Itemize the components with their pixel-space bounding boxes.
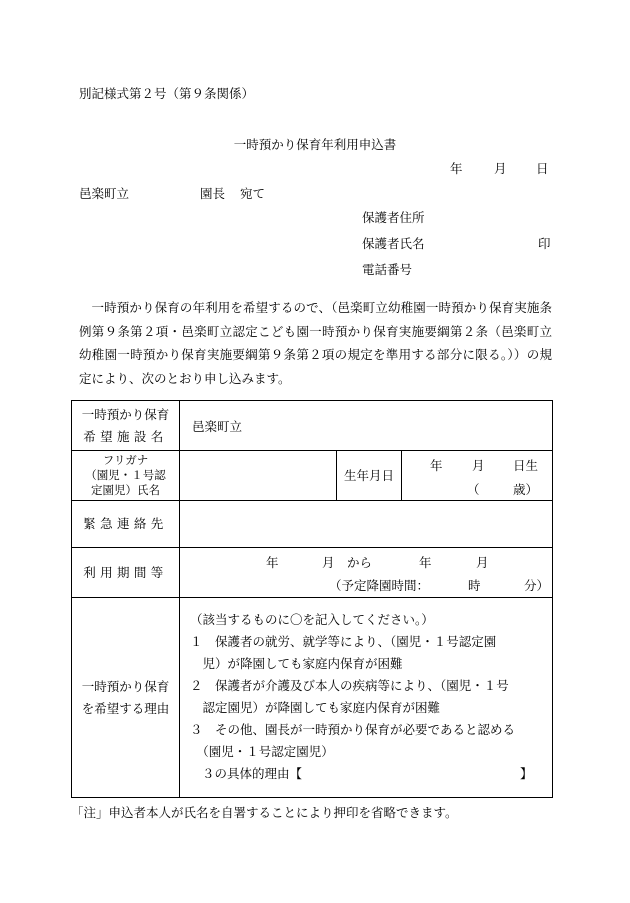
date-year: 年 — [450, 161, 463, 176]
facility-row — [72, 401, 553, 451]
intro-paragraph: 一時預かり保育の年利用を希望するので、（邑楽町立幼稚園一時預かり保育実施条例第９条第２項・邑楽町立認定こども園一時預かり保育実施要綱第２条（邑楽町立幼稚園一時預かり保育実施要綱第９条第２項の規定を準用する部分に限る。））の規定により、次のとおり申し込みます。 — [79, 300, 552, 386]
period-field[interactable]: 年 月 から 年 月 （予定降園時間： 時 分） — [180, 548, 553, 598]
date-month: 月 — [494, 161, 507, 176]
emergency-row — [72, 501, 553, 548]
addressee-town-school: 邑楽町立 — [79, 186, 130, 201]
facility-value[interactable]: 邑楽町立 — [180, 401, 553, 451]
reason-item-1-cont: 児）が降園しても家庭内保育が困難 — [190, 655, 403, 671]
applicant-address-label: 保護者住所 — [362, 210, 425, 225]
child-row — [72, 451, 553, 501]
child-label: フリガナ （園児・１号認 定園児）氏名 — [72, 451, 180, 501]
seal-mark: 印 — [538, 236, 551, 251]
addressee-to: 宛て — [240, 186, 266, 201]
emergency-field[interactable] — [180, 501, 553, 548]
form-number: 別記様式第２号（第９条関係） — [79, 86, 255, 101]
emergency-label: 緊急連絡先 — [72, 501, 180, 548]
footnote: 「注」申込者本人が氏名を自署することにより押印を省略できます。 — [71, 805, 458, 820]
reason-item-3: ３ その他、園長が一時預かり保育が必要であると認める — [190, 721, 516, 737]
addressee-principal: 園長 — [200, 186, 226, 201]
reason-item-2-cont: 認定園児）が降園しても家庭内保育が困難 — [190, 699, 441, 715]
period-label: 利用期間等 — [72, 548, 180, 598]
facility-label: 一時預かり保育 希望施設名 — [72, 401, 180, 451]
reason-item-1: １ 保護者の就労、就学等により、（園児・１号認定園 — [190, 633, 497, 649]
period-row — [72, 548, 553, 598]
birthdate-field[interactable]: 年 月 日生 （ 歳） — [402, 451, 553, 501]
reason-item-2: ２ 保護者が介護及び本人の疾病等により、（園児・１号 — [190, 677, 509, 693]
reason-row — [72, 598, 553, 798]
date-day: 日 — [536, 161, 549, 176]
document-title: 一時預かり保育年利用申込書 — [233, 137, 397, 152]
reason-item-3-detail: ３の具体的理由【 】 — [202, 765, 533, 781]
applicant-name-label: 保護者氏名 — [362, 236, 425, 251]
reason-label: 一時預かり保育 を希望する理由 — [72, 598, 180, 798]
application-table — [71, 400, 553, 798]
child-name-field[interactable] — [180, 451, 337, 501]
reason-item-3-cont: （園児・１号認定園児） — [190, 743, 334, 759]
reason-field[interactable] — [180, 598, 553, 798]
applicant-phone-label: 電話番号 — [362, 262, 413, 277]
reason-instruction: （該当するものに〇を記入してください。） — [190, 611, 434, 627]
birthdate-label: 生年月日 — [337, 451, 402, 501]
